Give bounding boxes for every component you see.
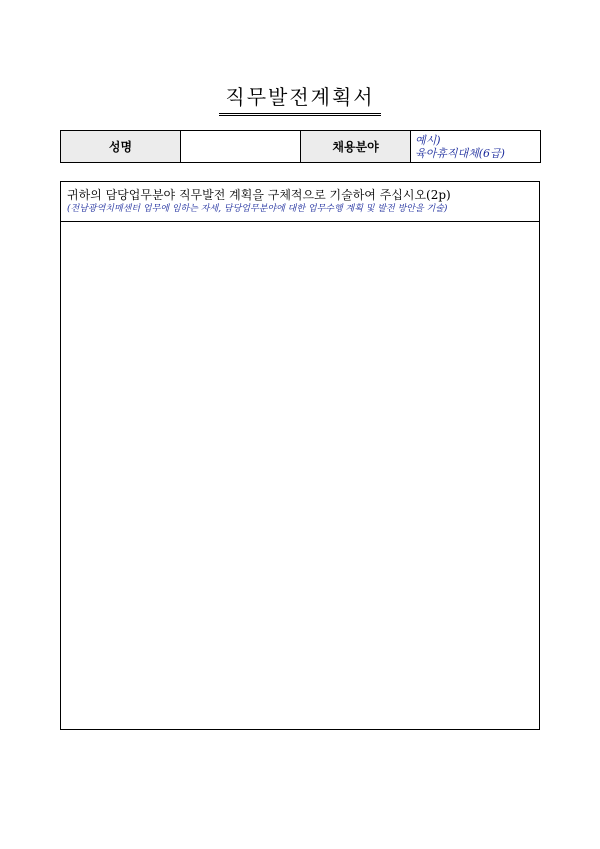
plan-answer-area[interactable] — [61, 222, 539, 727]
plan-question: 귀하의 담당업무분야 직무발전 계획을 구체적으로 기술하여 주십시오(2p) — [67, 188, 451, 202]
applicant-info-table — [60, 130, 541, 163]
name-field[interactable] — [181, 131, 301, 163]
recruitment-field-label: 채용분야 — [301, 131, 411, 163]
plan-guidance-note: (전남광역치매센터 업무에 임하는 자세, 담당업무분야에 대한 업무수행 계획 및 발전 방안을 기술) — [67, 204, 448, 214]
document-title: 직무발전계획서 — [219, 84, 380, 116]
applicant-info-row — [61, 131, 541, 163]
recruitment-field-value[interactable] — [411, 131, 541, 163]
field-example-text: 육아휴직대체(6급) — [415, 146, 505, 160]
plan-header — [61, 182, 539, 222]
job-development-plan-box — [60, 181, 540, 730]
field-example-prefix: 예시) — [415, 133, 441, 147]
name-label: 성명 — [61, 131, 181, 163]
document-title-wrap — [0, 84, 600, 116]
